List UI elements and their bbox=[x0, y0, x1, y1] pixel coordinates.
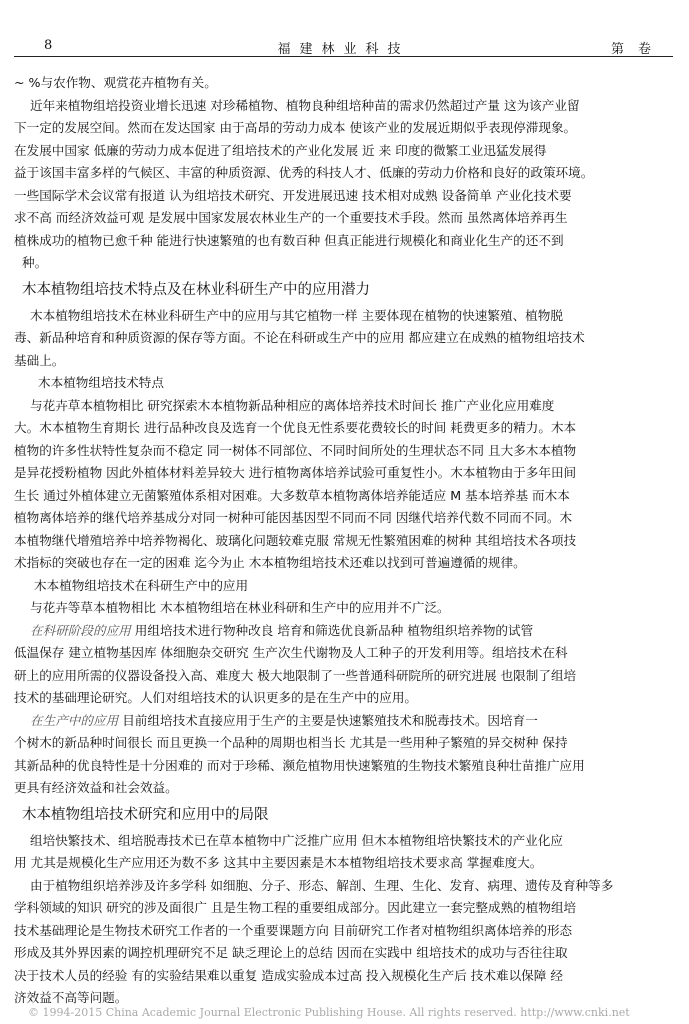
text-line: 组培快繁技术、组培脱毒技术已在草本植物中广泛推广应用 但木本植物组培快繁技术的产业化应 bbox=[14, 832, 563, 848]
text-line: 近年来植物组培投资业增长迅速 对珍稀植物、植物良种组培种苗的需求仍然超过产量 这为该产业留 bbox=[14, 97, 580, 113]
text-line: 植物离体培养的继代培养基成分对同一树种可能因基因型不同而不同 因继代培养代数不同而不同。木 bbox=[14, 510, 573, 525]
section-heading: 木本植物组培技术特点及在林业科研生产中的应用潜力 bbox=[22, 281, 370, 298]
text-line: 一些国际学术会议常有报道 认为组培技术研究、开发进展迅速 技术相对成熟 设备简单 产业化技术要 bbox=[14, 187, 572, 203]
text-line: 求不高 而经济效益可观 是发展中国家发展农林业生产的一个重要技术手段。然而 虽然离体培养再生 bbox=[14, 210, 568, 225]
subsection-heading: 木本植物组培技术在科研生产中的应用 bbox=[14, 577, 249, 593]
text-line: 低温保存 建立植物基因库 体细胞杂交研究 生产次生代谢物及人工种子的开发利用等。组培技术在科 bbox=[14, 645, 568, 660]
text-line: 由于植物组织培养涉及许多学科 如细胞、分子、形态、解剖、生理、生化、发育、病理、遗传及育种等多 bbox=[14, 877, 614, 893]
copyright-footer: © 1994-2015 China Academic Journal Electronic Publishing House. All rights reserved. http://www.cnki.net bbox=[28, 1006, 630, 1019]
text-line: 生长 通过外植体建立无菌繁殖体系相对困难。大多数草本植物离体培养能适应 M 基本培养基 而木本 bbox=[14, 487, 570, 503]
journal-title: 福建林业科技 bbox=[277, 42, 410, 57]
text-line: 在发展中国家 低廉的劳动力成本促进了组培技术的产业化发展 近 来 印度的微繁工业迅猛发展得 bbox=[14, 142, 547, 158]
italic-lead: 在生产中的应用 bbox=[14, 712, 123, 728]
paragraph bbox=[14, 620, 674, 710]
text-line: ~ %与农作物、观赏花卉植物有关。 bbox=[14, 75, 217, 90]
text-line: 技术的基础理论研究。人们对组培技术的认识更多的是在生产中的应用。 bbox=[14, 690, 417, 705]
text-line bbox=[14, 710, 674, 733]
text-line: 与花卉等草本植物相比 木本植物组培在林业科研和生产中的应用并不广泛。 bbox=[14, 600, 450, 615]
paragraph bbox=[14, 710, 674, 800]
text-line: 木本植物组培技术在林业科研生产中的应用与其它植物一样 主要体现在植物的快速繁殖、植物脱 bbox=[14, 307, 563, 323]
text-line: 研上的应用所需的仪器设备投入高、难度大 极大地限制了一些普通科研院所的研究进展 也限制了组培 bbox=[14, 667, 577, 683]
subsection-heading: 木本植物组培技术特点 bbox=[14, 375, 164, 390]
paragraph bbox=[14, 72, 674, 275]
paragraph bbox=[14, 305, 674, 373]
text-line: 毒、新品种培育和种质资源的保存等方面。不论在科研或生产中的应用 都应建立在成熟的植物组培技术 bbox=[14, 330, 585, 345]
text-line: 决于技术人员的经验 有的实验结果难以重复 造成实验成本过高 投入规模化生产后 技术难以保障 经 bbox=[14, 967, 563, 983]
text-line: 植株成功的植物已愈千种 能进行快速繁殖的也有数百种 但真正能进行规模化和商业化生产的还不到 bbox=[14, 232, 564, 248]
text-line: 是异花授粉植物 因此外植体材料差异较大 进行植物离体培养试验可重复性小。木本植物由于多年田间 bbox=[14, 465, 577, 480]
page-number: 8 bbox=[44, 38, 53, 53]
text-line: 术指标的突破也存在一定的困难 迄今为止 木本植物组培技术还难以找到可普遍遵循的规律。 bbox=[14, 555, 526, 570]
text-line: 与花卉草本植物相比 研究探索木本植物新品种相应的离体培养技术时间长 推广产业化应用难度 bbox=[14, 397, 555, 413]
line-text: 用组培技术进行物种改良 培育和筛选优良新品种 植物组织培养物的试管 bbox=[134, 622, 534, 638]
paragraph bbox=[14, 395, 674, 575]
text-line: 更具有经济效益和社会效益。 bbox=[14, 780, 178, 795]
text-line: 技术基础理论是生物技术研究工作者的一个重要课题方向 目前研究工作者对植物组织离体培养的形态 bbox=[14, 922, 573, 938]
text-line bbox=[14, 620, 674, 643]
text-line: 个树木的新品种时间很长 而且更换一个品种的周期也相当长 尤其是一些用种子繁殖的异交树种 保持 bbox=[14, 735, 568, 750]
article-body bbox=[14, 72, 674, 1010]
running-header bbox=[14, 34, 673, 57]
text-line: 植物的许多性状特性复杂而不稳定 同一树体不同部位、不同时间所处的生理状态不同 且大多木本植物 bbox=[14, 442, 577, 458]
text-line: 学科领域的知识 研究的涉及面很广 且是生物工程的重要组成部分。因此建立一套完整成熟的植物组培 bbox=[14, 900, 577, 915]
text-line: 基础上。 bbox=[14, 352, 65, 368]
text-line: 下一定的发展空间。然而在发达国家 由于高昂的劳动力成本 使该产业的发展近期似乎表现停滞现象。 bbox=[14, 120, 577, 135]
text-line: 种。 bbox=[14, 255, 48, 270]
italic-lead: 在科研阶段的应用 bbox=[14, 622, 135, 638]
text-line: 形成及其外界因素的调控机理研究不足 缺乏理论上的总结 因而在实践中 组培技术的成功与否往往取 bbox=[14, 945, 568, 960]
text-line: 大。木本植物生育期长 进行品种改良及选育一个优良无性系要花费较长的时间 耗费更多的精力。木本 bbox=[14, 420, 577, 435]
text-line: 用 尤其是规模化生产应用还为数不多 这其中主要因素是木本植物组培技术要求高 掌握难度大。 bbox=[14, 855, 543, 870]
text-line: 其新品种的优良特性是十分困难的 而对于珍稀、濒危植物用快速繁殖的生物技术繁殖良种壮苗推广应用 bbox=[14, 757, 585, 773]
volume-label: 第卷 bbox=[610, 42, 665, 57]
section-heading: 木本植物组培技术研究和应用中的局限 bbox=[22, 806, 269, 823]
text-line: 益于该国丰富多样的气候区、丰富的种质资源、优秀的科技人才、低廉的劳动力价格和良好的政策环境。 bbox=[14, 165, 594, 180]
text-line: 济效益不高等问题。 bbox=[14, 990, 128, 1005]
paragraph bbox=[14, 830, 674, 1010]
text-line: 本植物继代增殖培养中培养物褐化、玻璃化问题较难克服 常规无性繁殖困难的树种 其组培技术各项技 bbox=[14, 532, 577, 548]
paragraph bbox=[14, 597, 674, 620]
line-text: 目前组培技术直接应用于生产的主要是快速繁殖技术和脱毒技术。因培育一 bbox=[122, 712, 538, 728]
